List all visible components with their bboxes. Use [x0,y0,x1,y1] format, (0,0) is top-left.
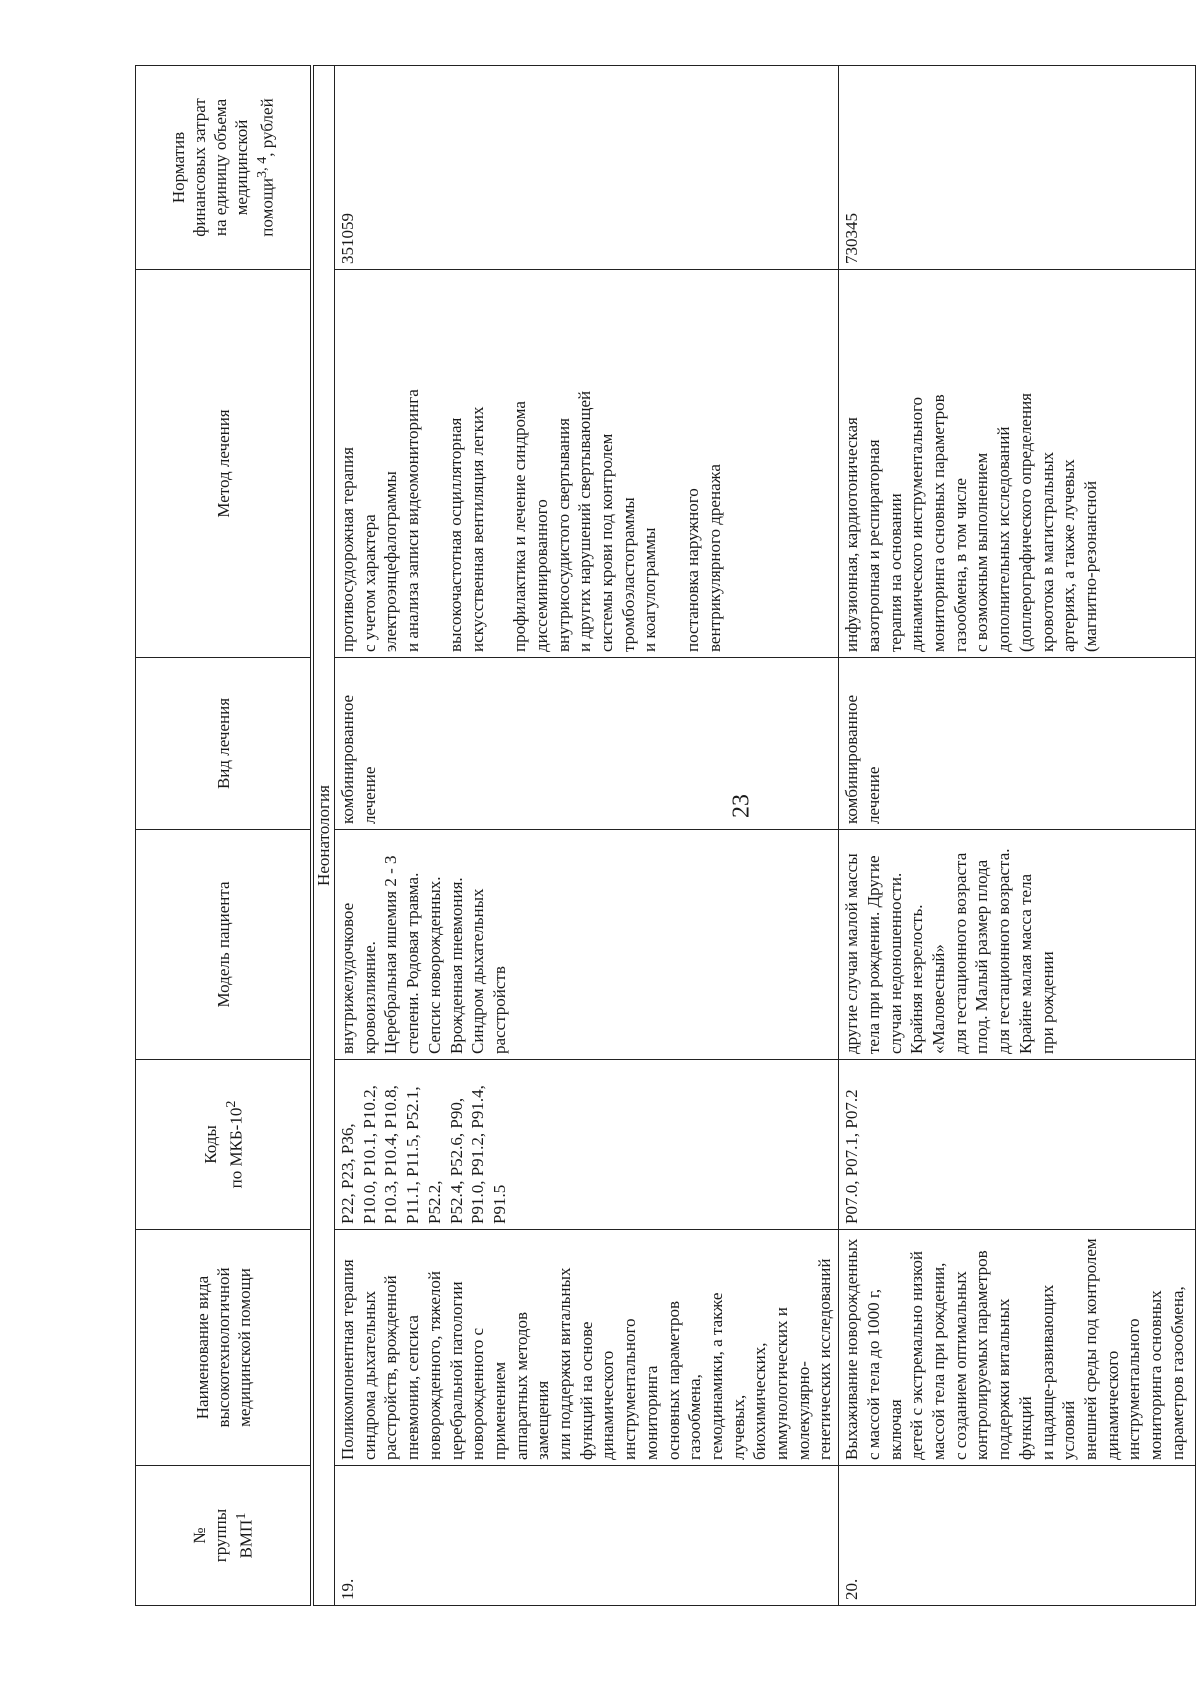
section-row [312,66,335,1606]
header-care-type-name: Наименование вида высокотехнологичной медицинской помощи [136,1230,313,1466]
method-item: инфузионная, кардиотоническая вазотропная и респираторная терапия на основании динамического инструментального мониторинга основных параметров газообмена, в том числе с возможным выполнением дополнительных исследований (доплерографического определения кровотока в магистральных артериях, а также лучевых (магнитно-резонансной [842,393,1100,652]
page-number: 23 [728,794,755,818]
group-number: 20. [839,1466,1196,1606]
treatment-methods [335,270,839,658]
header-cost-norm: Норматив финансовых затрат на единицу объема медицинской помощи$^{3, 4}$, рублей [136,66,313,270]
table-row [335,66,839,1606]
vmp-table [135,65,1196,1606]
header-treatment-method: Метод лечения [136,270,313,658]
patient-model: другие случаи малой массы тела при рождении. Другие случаи недоношенности. Крайняя незрелость. «Маловесный» для гестационного возраста плод. Малый размер плода для гестационного возраста. Крайне малая масса тела при рождении [839,830,1196,1060]
icd-codes: P07.0, P07.1, P07.2 [839,1060,1196,1230]
patient-model: внутрижелудочковое кровоизлияние. Церебральная ишемия 2 - 3 степени. Родовая травма. Сепсис новорожденных. Врожденная пневмония. Синдром дыхательных расстройств [335,830,839,1060]
care-type-name: Выхаживание новорожденных с массой тела до 1000 г, включая детей с экстремально низкой массой тела при рождении, с созданием оптимальных контролируемых параметров поддержки витальных функций и щадяще-развивающих условий внешней среды под контролем динамического инструментального мониторинга основных параметров газообмена, [839,1230,1196,1466]
header-patient-model: Модель пациента [136,830,313,1060]
cost-norm: 351059 [335,66,839,270]
method-item: профилактика и лечение синдрома диссеминированного внутрисосудистого свертывания и других нарушений свертывающей системы крови под контролем тромбоэластограммы и коагулограммы [510,390,660,652]
treatment-type: комбинированное лечение [335,658,839,830]
treatment-type: комбинированное лечение [839,658,1196,830]
method-item: противосудорожная терапия с учетом характера электроэнцефалограммы и анализа записи видеомониторинга [338,389,423,652]
table-row [839,66,1196,1606]
section-title: Неонатология [312,66,335,1606]
header-treatment-type: Вид лечения [136,658,313,830]
icd-codes: P22, P23, P36, P10.0, P10.1, P10.2, P10.3, P10.4, P10.8, P11.1, P11.5, P52.1, P52.2, P52.4, P52.6, P90, P91.0, P91.2, P91.4, P91.5 [335,1060,839,1230]
method-item: высокочастотная осцилляторная искусственная вентиляция легких [445,406,487,652]
group-number: 19. [335,1466,839,1606]
cost-norm: 730345 [839,66,1196,270]
rotated-table-area [135,66,1200,1606]
header-group-number: № группы ВМП$^1$ [136,1466,313,1606]
method-item: постановка наружного вентрикулярного дренажа [683,464,724,652]
treatment-methods [839,270,1196,658]
header-row [136,66,313,1606]
care-type-name: Поликомпонентная терапия синдрома дыхательных расстройств, врожденной пневмонии, сепсиса новорожденного, тяжелой церебральной патологии новорожденного с применением аппаратных методов замещения или поддержки витальных функций на основе динамического инструментального мониторинга основных параметров газообмена, гемодинамики, а также лучевых, биохимических, иммунологических и молекулярно- генетических исследований [335,1230,839,1466]
header-icd-codes: Коды по МКБ-$10^2$ [136,1060,313,1230]
